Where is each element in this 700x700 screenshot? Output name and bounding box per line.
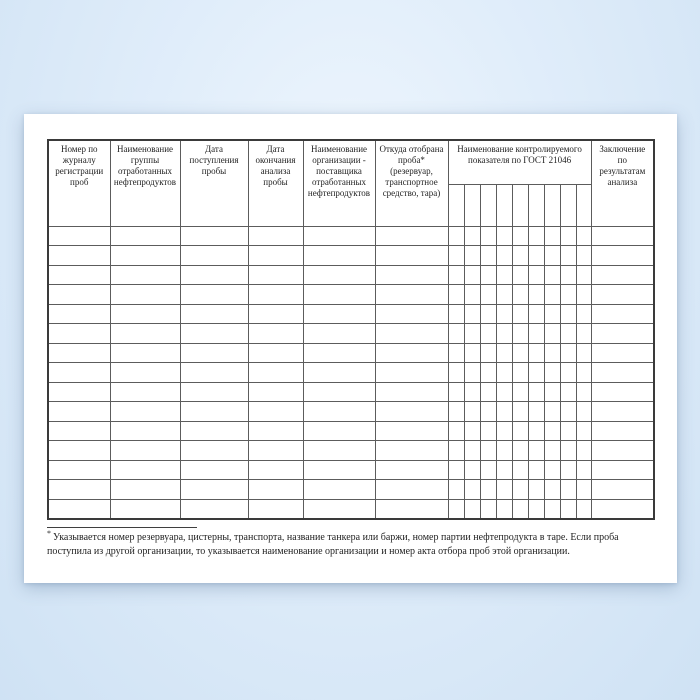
empty-cell: [448, 226, 464, 246]
sample-registration-table: [47, 139, 655, 520]
empty-cell: [544, 343, 560, 363]
empty-cell: [448, 246, 464, 266]
empty-cell: [110, 343, 180, 363]
empty-cell: [303, 363, 375, 383]
empty-cell: [576, 460, 591, 480]
empty-cell: [180, 285, 248, 305]
empty-cell: [375, 460, 448, 480]
table-row: [48, 246, 654, 266]
empty-cell: [303, 460, 375, 480]
empty-cell: [544, 402, 560, 422]
empty-cell: [48, 246, 110, 266]
empty-cell: [375, 441, 448, 461]
gost-subcolumn-3: [480, 184, 496, 226]
empty-cell: [248, 421, 303, 441]
gost-subcolumn-4: [496, 184, 512, 226]
empty-cell: [110, 480, 180, 500]
empty-cell: [375, 246, 448, 266]
empty-cell: [512, 226, 528, 246]
empty-cell: [48, 421, 110, 441]
empty-cell: [560, 480, 576, 500]
empty-cell: [303, 343, 375, 363]
empty-cell: [375, 499, 448, 519]
empty-cell: [528, 402, 544, 422]
empty-cell: [464, 402, 480, 422]
empty-cell: [576, 382, 591, 402]
empty-cell: [110, 226, 180, 246]
empty-cell: [544, 460, 560, 480]
empty-cell: [591, 304, 654, 324]
empty-cell: [528, 480, 544, 500]
gost-subcolumn-7: [544, 184, 560, 226]
empty-cell: [560, 402, 576, 422]
empty-cell: [496, 382, 512, 402]
table-row: [48, 304, 654, 324]
empty-cell: [464, 246, 480, 266]
empty-cell: [375, 285, 448, 305]
empty-cell: [591, 460, 654, 480]
empty-cell: [110, 285, 180, 305]
empty-cell: [496, 421, 512, 441]
column-header-product-group: Наименование группы отработанных нефтепродуктов: [110, 140, 180, 226]
empty-cell: [110, 382, 180, 402]
empty-cell: [180, 421, 248, 441]
table-row: [48, 363, 654, 383]
empty-cell: [560, 285, 576, 305]
empty-cell: [544, 441, 560, 461]
empty-cell: [480, 246, 496, 266]
empty-cell: [528, 441, 544, 461]
table-row: [48, 343, 654, 363]
empty-cell: [464, 265, 480, 285]
empty-cell: [464, 499, 480, 519]
empty-cell: [303, 246, 375, 266]
empty-cell: [480, 480, 496, 500]
empty-cell: [303, 324, 375, 344]
empty-cell: [375, 363, 448, 383]
empty-cell: [248, 499, 303, 519]
empty-cell: [528, 460, 544, 480]
empty-cell: [248, 363, 303, 383]
empty-cell: [110, 402, 180, 422]
empty-cell: [480, 226, 496, 246]
empty-cell: [375, 265, 448, 285]
empty-cell: [512, 285, 528, 305]
empty-cell: [528, 265, 544, 285]
empty-cell: [248, 226, 303, 246]
empty-cell: [303, 304, 375, 324]
empty-cell: [448, 499, 464, 519]
empty-cell: [560, 226, 576, 246]
empty-cell: [448, 363, 464, 383]
empty-cell: [496, 226, 512, 246]
empty-cell: [303, 499, 375, 519]
footnote-body: Указывается номер резервуара, цистерны, транспорта, название танкера или баржи, номер партии нефтепродукта в таре. Если проба поступила из другой организации, то указывается наименование организации и номер акта отбора проб этой организации.: [47, 532, 619, 557]
empty-cell: [180, 382, 248, 402]
empty-cell: [512, 402, 528, 422]
empty-cell: [248, 285, 303, 305]
empty-cell: [48, 226, 110, 246]
table-row: [48, 499, 654, 519]
empty-cell: [48, 382, 110, 402]
empty-cell: [560, 460, 576, 480]
empty-cell: [375, 480, 448, 500]
table-row: [48, 402, 654, 422]
empty-cell: [110, 304, 180, 324]
empty-cell: [180, 265, 248, 285]
empty-cell: [512, 246, 528, 266]
empty-cell: [448, 421, 464, 441]
empty-cell: [48, 499, 110, 519]
empty-cell: [496, 324, 512, 344]
empty-cell: [528, 382, 544, 402]
empty-cell: [544, 480, 560, 500]
empty-cell: [303, 480, 375, 500]
empty-cell: [576, 343, 591, 363]
empty-cell: [248, 382, 303, 402]
empty-cell: [448, 324, 464, 344]
empty-cell: [180, 402, 248, 422]
empty-cell: [448, 382, 464, 402]
empty-cell: [560, 324, 576, 344]
empty-cell: [375, 304, 448, 324]
empty-cell: [180, 441, 248, 461]
empty-cell: [560, 421, 576, 441]
empty-cell: [591, 382, 654, 402]
empty-cell: [591, 265, 654, 285]
empty-cell: [48, 265, 110, 285]
empty-cell: [512, 499, 528, 519]
empty-cell: [480, 441, 496, 461]
gost-subcolumn-2: [464, 184, 480, 226]
empty-cell: [248, 441, 303, 461]
column-header-date-received: Дата поступления пробы: [180, 140, 248, 226]
empty-cell: [375, 382, 448, 402]
empty-cell: [303, 402, 375, 422]
footnote-asterisk: *: [47, 528, 51, 538]
empty-cell: [48, 363, 110, 383]
footnote-text: [47, 528, 653, 559]
empty-cell: [576, 402, 591, 422]
empty-cell: [544, 499, 560, 519]
empty-cell: [560, 304, 576, 324]
empty-cell: [544, 226, 560, 246]
column-header-conclusion: Заключение по результатам анализа: [591, 140, 654, 226]
empty-cell: [180, 343, 248, 363]
empty-cell: [496, 499, 512, 519]
empty-cell: [512, 382, 528, 402]
table-row: [48, 226, 654, 246]
empty-cell: [512, 363, 528, 383]
empty-cell: [480, 324, 496, 344]
empty-cell: [496, 460, 512, 480]
empty-cell: [576, 304, 591, 324]
empty-cell: [464, 382, 480, 402]
empty-cell: [591, 421, 654, 441]
empty-cell: [496, 343, 512, 363]
empty-cell: [544, 324, 560, 344]
empty-cell: [480, 421, 496, 441]
empty-cell: [248, 343, 303, 363]
empty-cell: [110, 460, 180, 480]
empty-cell: [512, 480, 528, 500]
empty-cell: [464, 363, 480, 383]
empty-cell: [110, 246, 180, 266]
empty-cell: [464, 421, 480, 441]
table-row: [48, 421, 654, 441]
empty-cell: [375, 421, 448, 441]
empty-cell: [528, 246, 544, 266]
empty-cell: [110, 421, 180, 441]
empty-cell: [448, 285, 464, 305]
empty-cell: [544, 285, 560, 305]
empty-cell: [576, 499, 591, 519]
empty-cell: [560, 343, 576, 363]
column-header-gost-indicator-group: Наименование контролируемого показателя по ГОСТ 21046: [448, 140, 591, 184]
empty-cell: [512, 343, 528, 363]
footnote-separator: [47, 527, 197, 528]
empty-cell: [496, 246, 512, 266]
empty-cell: [528, 363, 544, 383]
empty-cell: [48, 441, 110, 461]
empty-cell: [544, 304, 560, 324]
empty-cell: [375, 324, 448, 344]
empty-cell: [464, 285, 480, 305]
empty-cell: [496, 363, 512, 383]
empty-cell: [303, 265, 375, 285]
empty-cell: [480, 363, 496, 383]
table-row: [48, 480, 654, 500]
empty-cell: [544, 246, 560, 266]
empty-cell: [560, 382, 576, 402]
empty-cell: [448, 304, 464, 324]
empty-cell: [480, 499, 496, 519]
table-row: [48, 382, 654, 402]
gost-subcolumn-6: [528, 184, 544, 226]
empty-cell: [180, 480, 248, 500]
empty-cell: [528, 226, 544, 246]
empty-cell: [591, 324, 654, 344]
empty-cell: [528, 324, 544, 344]
empty-cell: [48, 480, 110, 500]
empty-cell: [544, 382, 560, 402]
empty-cell: [496, 441, 512, 461]
empty-cell: [110, 324, 180, 344]
empty-cell: [110, 363, 180, 383]
empty-cell: [248, 460, 303, 480]
empty-cell: [448, 343, 464, 363]
empty-cell: [48, 285, 110, 305]
empty-cell: [248, 304, 303, 324]
empty-cell: [591, 246, 654, 266]
document-page: [24, 114, 677, 583]
empty-cell: [528, 499, 544, 519]
empty-cell: [512, 441, 528, 461]
table-row: [48, 285, 654, 305]
empty-cell: [248, 480, 303, 500]
empty-cell: [48, 343, 110, 363]
empty-cell: [591, 480, 654, 500]
empty-cell: [480, 265, 496, 285]
column-header-sample-number: Номер по журналу регистрации проб: [48, 140, 110, 226]
empty-cell: [560, 363, 576, 383]
empty-cell: [480, 343, 496, 363]
empty-cell: [448, 460, 464, 480]
empty-cell: [110, 499, 180, 519]
empty-cell: [544, 421, 560, 441]
empty-cell: [512, 421, 528, 441]
empty-cell: [180, 363, 248, 383]
empty-cell: [576, 480, 591, 500]
empty-cell: [180, 499, 248, 519]
empty-cell: [248, 246, 303, 266]
empty-cell: [512, 265, 528, 285]
empty-cell: [248, 265, 303, 285]
column-header-supplier-organization: Наименование организации - поставщика отработанных нефтепродуктов: [303, 140, 375, 226]
empty-cell: [480, 460, 496, 480]
empty-cell: [512, 460, 528, 480]
empty-cell: [48, 304, 110, 324]
empty-cell: [375, 226, 448, 246]
empty-cell: [576, 421, 591, 441]
empty-cell: [576, 265, 591, 285]
empty-cell: [480, 382, 496, 402]
empty-cell: [48, 324, 110, 344]
empty-cell: [576, 441, 591, 461]
empty-cell: [110, 441, 180, 461]
column-header-date-analysis-end: Дата окончания анализа пробы: [248, 140, 303, 226]
empty-cell: [496, 285, 512, 305]
empty-cell: [448, 441, 464, 461]
empty-cell: [480, 285, 496, 305]
empty-cell: [464, 460, 480, 480]
empty-cell: [528, 304, 544, 324]
empty-cell: [464, 304, 480, 324]
empty-cell: [591, 402, 654, 422]
empty-cell: [528, 343, 544, 363]
empty-cell: [180, 226, 248, 246]
empty-cell: [496, 402, 512, 422]
column-header-sample-origin: Откуда отобрана проба* (резервуар, транспортное средство, тара): [375, 140, 448, 226]
empty-cell: [560, 246, 576, 266]
empty-cell: [303, 285, 375, 305]
empty-cell: [464, 343, 480, 363]
gost-subcolumn-9: [576, 184, 591, 226]
empty-cell: [464, 441, 480, 461]
empty-cell: [110, 265, 180, 285]
empty-cell: [576, 324, 591, 344]
empty-cell: [544, 363, 560, 383]
empty-cell: [180, 304, 248, 324]
empty-cell: [528, 421, 544, 441]
gost-subcolumn-5: [512, 184, 528, 226]
empty-cell: [375, 343, 448, 363]
empty-cell: [375, 402, 448, 422]
gost-subcolumn-8: [560, 184, 576, 226]
empty-cell: [303, 441, 375, 461]
empty-cell: [560, 265, 576, 285]
empty-cell: [496, 265, 512, 285]
empty-cell: [560, 441, 576, 461]
gost-subcolumn-1: [448, 184, 464, 226]
empty-cell: [448, 402, 464, 422]
empty-cell: [48, 460, 110, 480]
empty-cell: [544, 265, 560, 285]
empty-cell: [591, 226, 654, 246]
empty-cell: [303, 226, 375, 246]
table-row: [48, 460, 654, 480]
empty-cell: [560, 499, 576, 519]
empty-cell: [591, 343, 654, 363]
empty-cell: [464, 480, 480, 500]
empty-cell: [180, 460, 248, 480]
empty-cell: [464, 324, 480, 344]
empty-cell: [448, 265, 464, 285]
empty-cell: [576, 285, 591, 305]
empty-cell: [576, 363, 591, 383]
table-row: [48, 441, 654, 461]
empty-cell: [576, 226, 591, 246]
table-row: [48, 265, 654, 285]
empty-cell: [480, 304, 496, 324]
empty-cell: [591, 499, 654, 519]
empty-cell: [576, 246, 591, 266]
table-row: [48, 324, 654, 344]
empty-cell: [480, 402, 496, 422]
empty-cell: [248, 402, 303, 422]
empty-cell: [303, 382, 375, 402]
empty-cell: [180, 324, 248, 344]
empty-cell: [512, 304, 528, 324]
empty-cell: [496, 480, 512, 500]
empty-cell: [496, 304, 512, 324]
empty-cell: [448, 480, 464, 500]
empty-cell: [528, 285, 544, 305]
empty-cell: [303, 421, 375, 441]
empty-cell: [512, 324, 528, 344]
empty-cell: [48, 402, 110, 422]
empty-cell: [591, 363, 654, 383]
empty-cell: [591, 285, 654, 305]
empty-cell: [464, 226, 480, 246]
empty-cell: [591, 441, 654, 461]
empty-cell: [248, 324, 303, 344]
empty-cell: [180, 246, 248, 266]
